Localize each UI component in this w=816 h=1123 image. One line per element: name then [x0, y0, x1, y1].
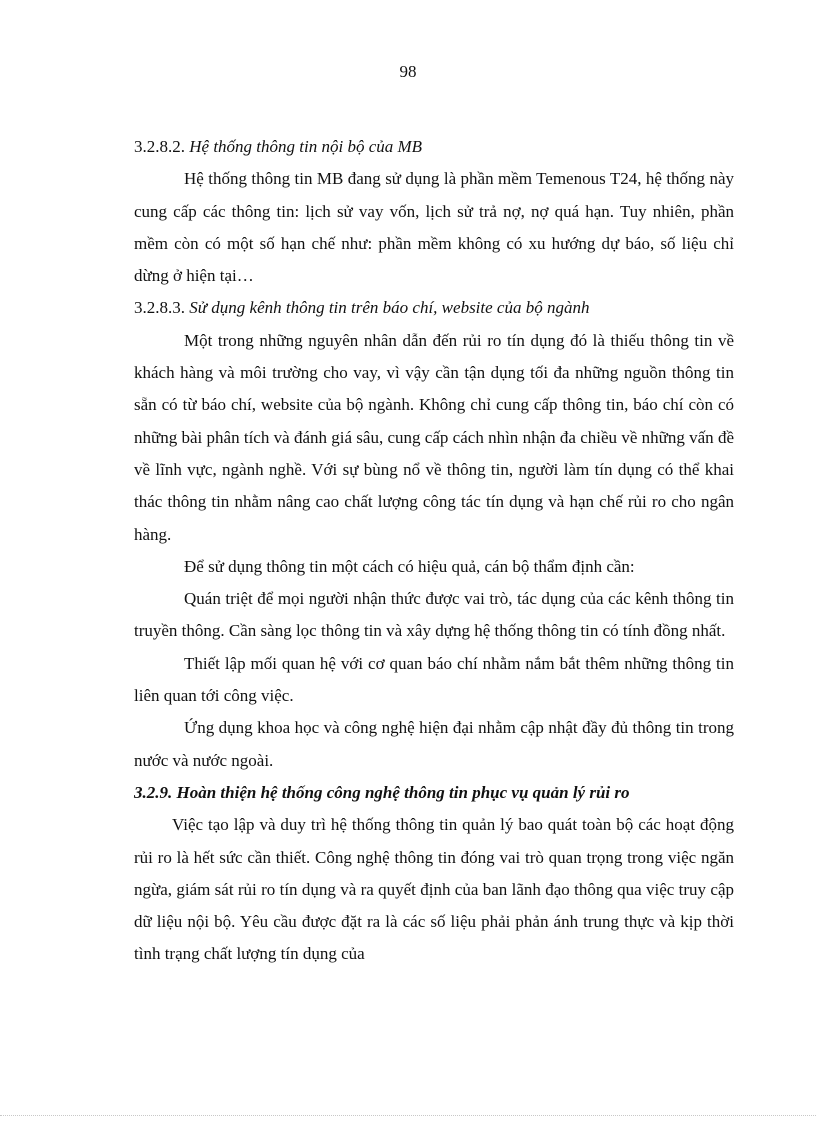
page-bottom-divider — [0, 1115, 816, 1116]
section-number: 3.2.8.3. — [134, 298, 185, 318]
paragraph: Việc tạo lập và duy trì hệ thống thông tin quản lý bao quát toàn bộ các hoạt động rủi ro là hết sức cần thiết. Công nghệ thông tin đóng vai trò quan trọng trong việc ngăn ngừa, giám sát rủi ro tín dụng và ra quyết định của ban lãnh đạo thông qua việc truy cập dữ liệu nội bộ. Yêu cầu được đặt ra là các số liệu phải phản ánh trung thực và kịp thời tình trạng chất lượng tín dụng của — [134, 815, 734, 964]
section-number: 3.2.8.2. — [134, 137, 185, 156]
paragraph: Hệ thống thông tin MB đang sử dụng là phần mềm Temenous T24, hệ thống này cung cấp các thông tin: lịch sử vay vốn, lịch sử trả nợ, nợ quá hạn. Tuy nhiên, phần mềm còn có một số hạn chế như: phần mềm không có xu hướng dự báo, số liệu chỉ dừng ở hiện tại… — [134, 169, 734, 286]
paragraph: Ứng dụng khoa học và công nghệ hiện đại nhằm cập nhật đầy đủ thông tin trong nước và nước ngoài. — [134, 718, 734, 770]
section-title: Hệ thống thông tin nội bộ của MB — [189, 137, 423, 156]
section-heading-3-2-8-2 — [134, 131, 734, 163]
paragraph: Quán triệt để mọi người nhận thức được vai trò, tác dụng của các kênh thông tin truyền thông. Cần sàng lọc thông tin và xây dựng hệ thống thông tin có tính đồng nhất. — [134, 589, 734, 641]
paragraph: Một trong những nguyên nhân dẫn đến rủi ro tín dụng đó là thiếu thông tin về khách hàng và môi trường cho vay, vì vậy cần tận dụng tối đa những nguồn thông tin sẵn có từ báo chí, website của bộ ngành. Không chỉ cung cấp thông tin, báo chí còn có những bài phân tích và đánh giá sâu, cung cấp cách nhìn nhận đa chiều về những vấn đề về lĩnh vực, ngành nghề. Với sự bùng nổ về thông tin, người làm tín dụng có thể khai thác thông tin nhằm nâng cao chất lượng công tác tín dụng và hạn chế rủi ro cho ngân hàng. — [134, 330, 734, 544]
section-heading-3-2-9: 3.2.9. Hoàn thiện hệ thống công nghệ thông tin phục vụ quản lý rủi ro — [134, 782, 630, 802]
page-number: 98 — [399, 62, 417, 81]
paragraph: Để sử dụng thông tin một cách có hiệu quả, cán bộ thẩm định cần: — [184, 556, 635, 576]
paragraph: Thiết lập mối quan hệ với cơ quan báo chí nhằm nắm bắt thêm những thông tin liên quan tới công việc. — [134, 653, 734, 706]
section-title: Sử dụng kênh thông tin trên báo chí, website của bộ ngành — [189, 298, 590, 318]
document-body — [134, 131, 734, 971]
section-heading-3-2-8-3 — [134, 292, 734, 324]
